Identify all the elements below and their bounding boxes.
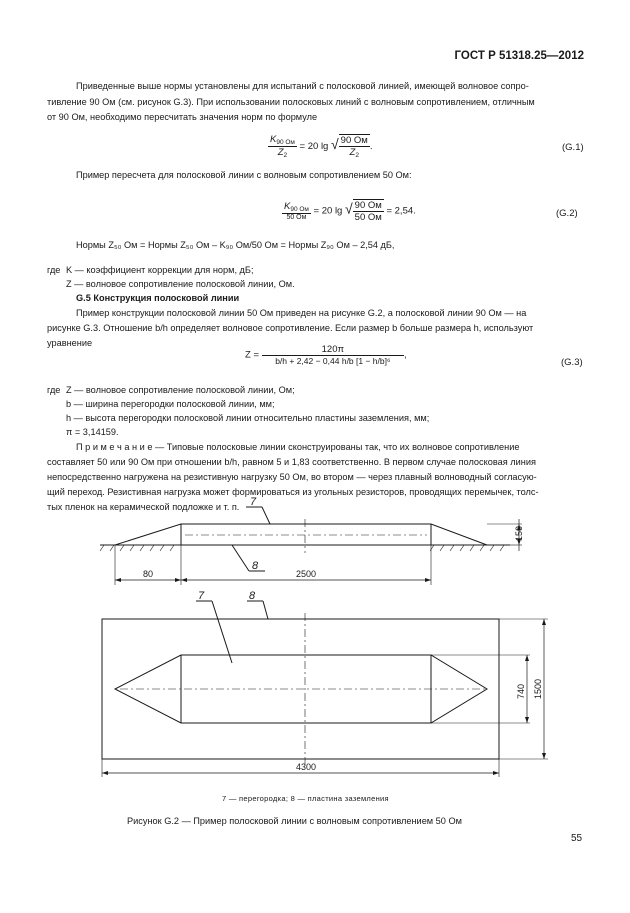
norms-line: Нормы Z₅₀ Ом = Нормы Z₅₀ Ом – K₉₀ Ом/50 Ом = Нормы Z₉₀ Ом – 2,54 дБ,: [76, 240, 395, 250]
dim-1500: 1500: [533, 678, 543, 699]
note-line-2: составляет 50 или 90 Ом при отношении b/h, равном 5 и 1,83 соответственно. В первом случае полосковая линия: [47, 457, 536, 467]
equation-g1: $\frac{K_{90 Ом}}{Z_2}$ = 20 lg √ $\frac{90 Ом}{Z_2}$ .: [270, 134, 373, 159]
where-z-line: Z — волновое сопротивление полосковой линии, Ом.: [66, 279, 295, 289]
figure-legend: 7 — перегородка; 8 — пластина заземления: [222, 794, 389, 803]
label-8-plan: 8: [249, 590, 256, 602]
note-line-1: П р и м е ч а н и е — Типовые полосковые линии сконструированы так, что их волновое сопротивление: [76, 442, 520, 452]
where-z2-line: Z — волновое сопротивление полосковой линии, Ом;: [66, 385, 295, 395]
note-line-5: тых пленок на керамической подложке и т. п.: [47, 502, 240, 512]
intro-line-1: Приведенные выше нормы установлены для испытаний с полосковой линией, имеющей волновое сопро-: [76, 81, 529, 91]
equation-g3: Z = $\frac{120\pi}{\text{b/h + 2,42 − 0,44 h/b [1 − h/b]⁶}}$ ,: [245, 344, 407, 366]
equation-g2-number: (G.2): [556, 208, 578, 219]
label-7-plan: 7: [198, 590, 205, 602]
dim-2500: 2500: [296, 569, 317, 579]
section-line-1: Пример конструкции полосковой линии 50 Ом приведен на рисунке G.2, а полосковой линии 90 Ом — на: [76, 308, 527, 318]
label-7-side: 7: [250, 496, 257, 508]
equation-g1-number: (G.1): [562, 142, 584, 153]
section-line-2: рисунке G.3. Отношение b/h определяет волновое сопротивление. Если размер b больше размера h, используют: [47, 323, 534, 333]
figure-g2-drawing: [0, 495, 630, 795]
where-h-line: h — высота перегородки полосковой линии относительно пластины заземления, мм;: [66, 413, 430, 423]
section-heading: G.5 Конструкция полосковой линии: [76, 293, 240, 303]
figure-caption: Рисунок G.2 — Пример полосковой линии с волновым сопротивлением 50 Ом: [127, 816, 462, 826]
where-lead-2: где: [47, 385, 61, 395]
document-id: ГОСТ Р 51318.25—2012: [454, 50, 584, 62]
label-8-side: 8: [252, 560, 259, 572]
equation-g2: $\frac{K_{90 Ом}}{50 Ом}$ = 20 lg √ $\frac{90 Ом}{50 Ом}$ = 2,54.: [284, 200, 416, 223]
dim-80: 80: [143, 569, 154, 579]
where-lead-1: где: [47, 265, 61, 275]
note-line-3: непосредственно нагружена на резистивную нагрузку 50 Ом, во втором — через плавный волноводный согласую-: [47, 472, 537, 482]
section-line-3: уравнение: [47, 338, 93, 348]
equation-g3-number: (G.3): [561, 357, 583, 368]
dim-4300: 4300: [296, 762, 317, 772]
intro-line-3: от 90 Ом, необходимо пересчитать значения норм по формуле: [47, 112, 318, 122]
where-pi-line: π = 3,14159.: [66, 427, 119, 437]
ground-hatch: [100, 545, 504, 551]
where-k-line: K — коэффициент коррекции для норм, дБ;: [66, 265, 254, 275]
note-line-4: щий переход. Резистивная нагрузка может формироваться из угольных резисторов, проводящих перемычек, толс-: [47, 487, 539, 497]
page-number: 55: [571, 833, 583, 844]
intro-line-2: тивление 90 Ом (см. рисунок G.3). При использовании полосковых линий с волновым сопротивлением, отличным: [47, 97, 535, 107]
dim-150: 150: [514, 525, 524, 541]
dim-740: 740: [516, 683, 526, 699]
example-line: Пример пересчета для полосковой линии с волновым сопротивлением 50 Ом:: [76, 170, 412, 180]
where-b-line: b — ширина перегородки полосковой линии, мм;: [66, 399, 275, 409]
